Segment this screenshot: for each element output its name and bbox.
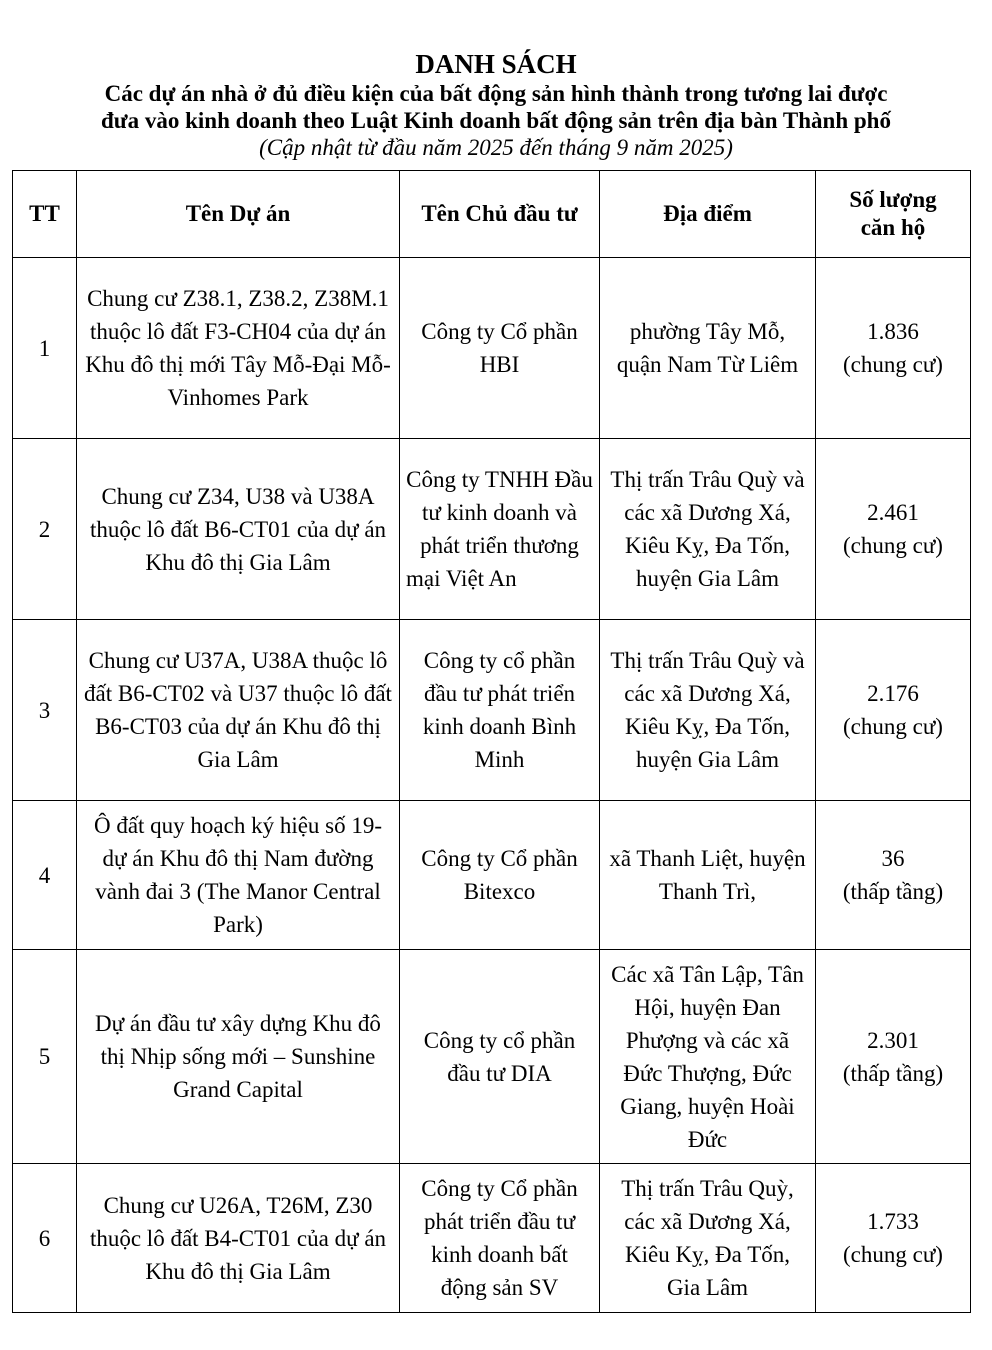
row-quantity <box>816 1164 971 1313</box>
table-row <box>13 1164 971 1313</box>
document-title: DANH SÁCH <box>415 49 577 79</box>
header-quantity <box>816 171 971 258</box>
row-quantity-type: (chung cư) <box>843 714 943 739</box>
row-quantity-value: 1.733 <box>867 1209 919 1234</box>
row-investor: Công ty TNHH Đầu tư kinh doanh và phát triển thương mại Việt An <box>400 439 600 620</box>
row-location: xã Thanh Liệt, huyện Thanh Trì, <box>600 801 816 950</box>
document-subtitle-line2: đưa vào kinh doanh theo Luật Kinh doanh bất động sản trên địa bàn Thành phố <box>101 108 891 133</box>
row-quantity <box>816 801 971 950</box>
header-project: Tên Dự án <box>77 171 400 258</box>
row-quantity-value: 36 <box>881 846 905 871</box>
row-project: Chung cư U26A, T26M, Z30 thuộc lô đất B4-CT01 của dự án Khu đô thị Gia Lâm <box>77 1164 400 1313</box>
row-tt: 6 <box>13 1164 77 1313</box>
row-quantity-value: 2.461 <box>867 500 919 525</box>
row-quantity-type: (chung cư) <box>843 352 943 377</box>
header-quantity-line2: căn hộ <box>860 215 926 240</box>
table-row <box>13 439 971 620</box>
row-project: Chung cư Z38.1, Z38.2, Z38M.1 thuộc lô đất F3-CH04 của dự án Khu đô thị mới Tây Mỗ-Đại Mỗ-Vinhomes Park <box>77 258 400 439</box>
table-header-row <box>13 171 971 258</box>
row-investor: Công ty Cổ phần Bitexco <box>400 801 600 950</box>
row-project: Ô đất quy hoạch ký hiệu số 19-dự án Khu đô thị Nam đường vành đai 3 (The Manor Central Park) <box>77 801 400 950</box>
header-investor: Tên Chủ đầu tư <box>400 171 600 258</box>
table-row <box>13 620 971 801</box>
row-quantity <box>816 950 971 1164</box>
row-location: phường Tây Mỗ, quận Nam Từ Liêm <box>600 258 816 439</box>
document-header <box>0 48 992 161</box>
document-update-note: (Cập nhật từ đầu năm 2025 đến tháng 9 năm 2025) <box>259 135 733 160</box>
row-investor: Công ty Cổ phần HBI <box>400 258 600 439</box>
table-row <box>13 258 971 439</box>
row-tt: 4 <box>13 801 77 950</box>
row-tt: 3 <box>13 620 77 801</box>
row-quantity-type: (thấp tầng) <box>842 879 944 904</box>
row-investor: Công ty Cổ phần phát triển đầu tư kinh doanh bất động sản SV <box>400 1164 600 1313</box>
row-quantity <box>816 620 971 801</box>
row-quantity <box>816 439 971 620</box>
row-tt: 2 <box>13 439 77 620</box>
table-row <box>13 801 971 950</box>
row-location: Thị trấn Trâu Quỳ, các xã Dương Xá, Kiêu Kỵ, Đa Tốn, Gia Lâm <box>600 1164 816 1313</box>
row-quantity-type: (chung cư) <box>843 1242 943 1267</box>
header-tt: TT <box>13 171 77 258</box>
row-project: Dự án đầu tư xây dựng Khu đô thị Nhịp sống mới – Sunshine Grand Capital <box>77 950 400 1164</box>
row-quantity <box>816 258 971 439</box>
row-quantity-type: (thấp tầng) <box>842 1060 944 1086</box>
row-quantity-type: (chung cư) <box>843 533 943 558</box>
row-location: Các xã Tân Lập, Tân Hội, huyện Đan Phượng và các xã Đức Thượng, Đức Giang, huyện Hoài Đức <box>600 950 816 1164</box>
row-quantity-value: 2.301 <box>867 1027 919 1053</box>
row-tt: 1 <box>13 258 77 439</box>
row-project: Chung cư U37A, U38A thuộc lô đất B6-CT02 và U37 thuộc lô đất B6-CT03 của dự án Khu đô thị Gia Lâm <box>77 620 400 801</box>
document-subtitle-line1: Các dự án nhà ở đủ điều kiện của bất động sản hình thành trong tương lai được <box>104 81 888 106</box>
project-table <box>12 170 971 1313</box>
row-project: Chung cư Z34, U38 và U38A thuộc lô đất B6-CT01 của dự án Khu đô thị Gia Lâm <box>77 439 400 620</box>
row-tt: 5 <box>13 950 77 1164</box>
header-location: Địa điểm <box>600 171 816 258</box>
row-investor: Công ty cổ phần đầu tư phát triển kinh doanh Bình Minh <box>400 620 600 801</box>
row-quantity-value: 1.836 <box>867 319 919 344</box>
table-row <box>13 950 971 1164</box>
row-location: Thị trấn Trâu Quỳ và các xã Dương Xá, Kiêu Kỵ, Đa Tốn, huyện Gia Lâm <box>600 620 816 801</box>
row-quantity-value: 2.176 <box>867 681 919 706</box>
header-quantity-line1: Số lượng <box>849 187 937 212</box>
row-investor: Công ty cổ phần đầu tư DIA <box>400 950 600 1164</box>
row-location: Thị trấn Trâu Quỳ và các xã Dương Xá, Kiêu Kỵ, Đa Tốn, huyện Gia Lâm <box>600 439 816 620</box>
